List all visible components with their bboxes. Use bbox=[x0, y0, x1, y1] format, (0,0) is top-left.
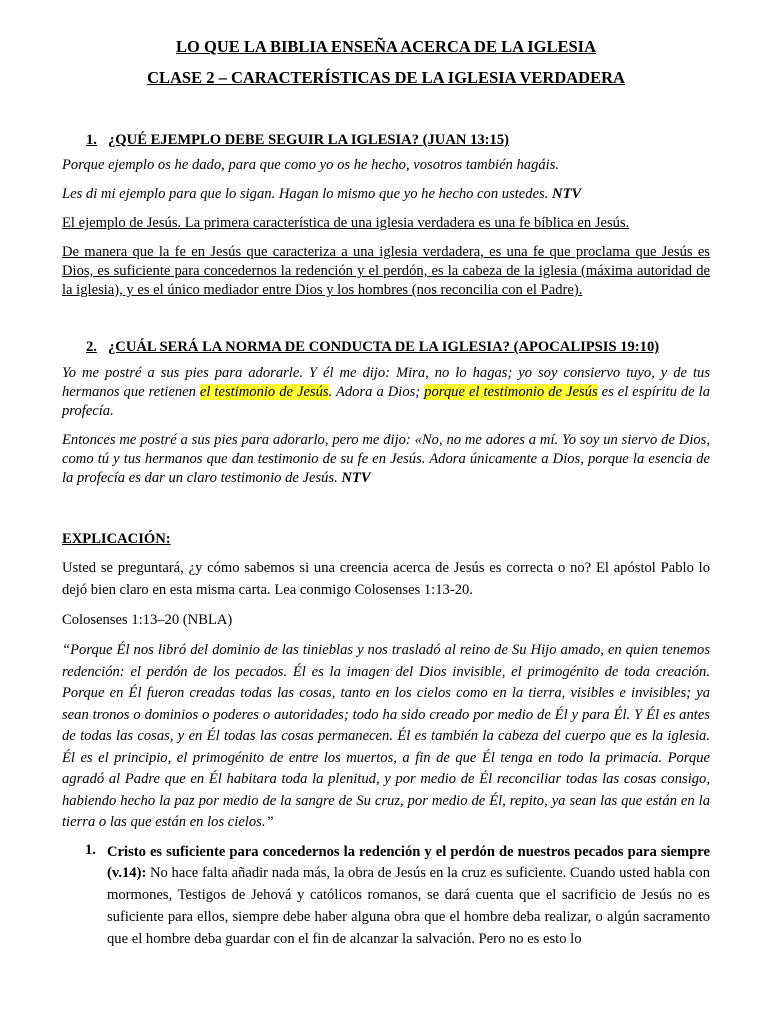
scripture-quote: “Porque Él nos libró del dominio de las tinieblas y nos trasladó al reino de Su Hijo amado, en quien tenemos redención: el perdón de los pecados. Él es la imagen del Dios invisible, el primogénito de toda creación. Porque en Él fueron creadas todas las cosas, tanto en los cielos como en la tierra, visibles e invisibles; ya sean tronos o dominios o poderes o autoridades; todo ha sido creado por medio de Él y para Él. Y Él es antes de todas las cosas, y en Él todas las cosas permanecen. Él es también la cabeza del cuerpo que es la iglesia. Él es el principio, el primogénito de entre los muertos, a fin de que Él tenga en todo la primacía. Porque agradó al Padre que en Él habitara toda la plenitud, y por medio de Él reconciliar todas las cosas consigo, habiendo hecho la paz por medio de la sangre de Su cruz, por medio de Él, repito, ya sean las que están en la tierra o las que están en los cielos.” bbox=[62, 642, 710, 830]
explanation-heading: EXPLICACIÓN: bbox=[62, 531, 171, 547]
section-1-verse-rvr: Porque ejemplo os he dado, para que como yo os he hecho, vosotros también hagáis. bbox=[62, 157, 560, 173]
document-title: LO QUE LA BIBLIA ENSEÑA ACERCA DE LA IGLESIA bbox=[176, 37, 596, 56]
list-item-bold-lead: Cristo es suficiente para concedernos la redención y el perdón de nuestros pecados para siempre (v.14): bbox=[107, 843, 710, 882]
section-1-verse-ntv bbox=[62, 185, 710, 204]
document-subtitle: CLASE 2 – CARACTERÍSTICAS DE LA IGLESIA VERDADERA bbox=[147, 68, 625, 87]
section-1-verse-ntv-text: Les di mi ejemplo para que lo sigan. Hagan lo mismo que yo he hecho con ustedes. bbox=[62, 186, 549, 202]
scripture-reference: Colosenses 1:13–20 (NBLA) bbox=[62, 612, 233, 628]
section-1-number: 1. bbox=[86, 132, 97, 148]
section-2-verse-ntv bbox=[62, 431, 710, 488]
section-2-verse-ntv-version: NTV bbox=[341, 470, 371, 486]
section-1-verse-ntv-version: NTV bbox=[552, 186, 582, 202]
list-item-number: 1. bbox=[85, 841, 96, 858]
section-2-heading-text: ¿CUÁL SERÁ LA NORMA DE CONDUCTA DE LA IGLESIA? (APOCALIPSIS 19:10) bbox=[108, 339, 660, 355]
section-1-paragraph-2: De manera que la fe en Jesús que caracteriza a una iglesia verdadera, es una fe que proclama que Jesús es Dios, es suficiente para concedernos la redención y el perdón, es la cabeza de la iglesia (máxima autoridad de la iglesia), y es el único mediador entre Dios y los hombres (nos reconcilia con el Padre). bbox=[62, 244, 710, 298]
highlighted-phrase-2: porque el testimonio de Jesús bbox=[424, 384, 598, 400]
section-2-verse-rvr-part-b: . Adora a Dios; bbox=[328, 384, 425, 400]
section-2-heading bbox=[86, 339, 710, 356]
section-1-heading bbox=[86, 132, 710, 149]
highlighted-phrase-1: el testimonio de Jesús bbox=[199, 384, 329, 400]
list-item-text bbox=[107, 842, 710, 951]
section-1-paragraph-1: El ejemplo de Jesús. La primera característica de una iglesia verdadera es una fe bíblica en Jesús. bbox=[62, 215, 630, 231]
section-2-number: 2. bbox=[86, 339, 97, 355]
list-item-body: No hace falta añadir nada más, la obra de Jesús en la cruz es suficiente. Cuando usted habla con mormones, Testigos de Jehová y católicos romanos, se dará cuenta que el sacrificio de Jesús no es suficiente para ellos, siempre debe haber alguna obra que el hombre deba realizar, o algún sacramento que el hombre deba guardar con el fin de alcanzar la salvación. Pero no es esto lo bbox=[107, 865, 710, 947]
section-2-verse-rvr bbox=[62, 364, 710, 421]
section-2-verse-ntv-text: Entonces me postré a sus pies para adorarlo, pero me dijo: «No, no me adores a mí. Yo soy un siervo de Dios, como tú y tus hermanos que dan testimonio de su fe en Jesús. Adora únicamente a Dios, porque la esencia de la profecía es dar un claro testimonio de Jesús. bbox=[62, 432, 710, 486]
section-1-heading-text: ¿QUÉ EJEMPLO DEBE SEGUIR LA IGLESIA? (JUAN 13:15) bbox=[108, 132, 509, 148]
list-item bbox=[85, 842, 710, 951]
explanation-intro: Usted se preguntará, ¿y cómo sabemos si una creencia acerca de Jesús es correcta o no? El apóstol Pablo lo dejó bien claro en esta misma carta. Lea conmigo Colosenses 1:13-20. bbox=[62, 560, 710, 598]
section-2-verse-rvr-part-c: es el espíritu de la profecía. bbox=[62, 384, 710, 419]
section-2-verse-rvr-part-a: Yo me postré a sus pies para adorarle. Y él me dijo: Mira, no lo hagas; yo soy consiervo tuyo, y de tus hermanos que retienen bbox=[62, 365, 710, 400]
